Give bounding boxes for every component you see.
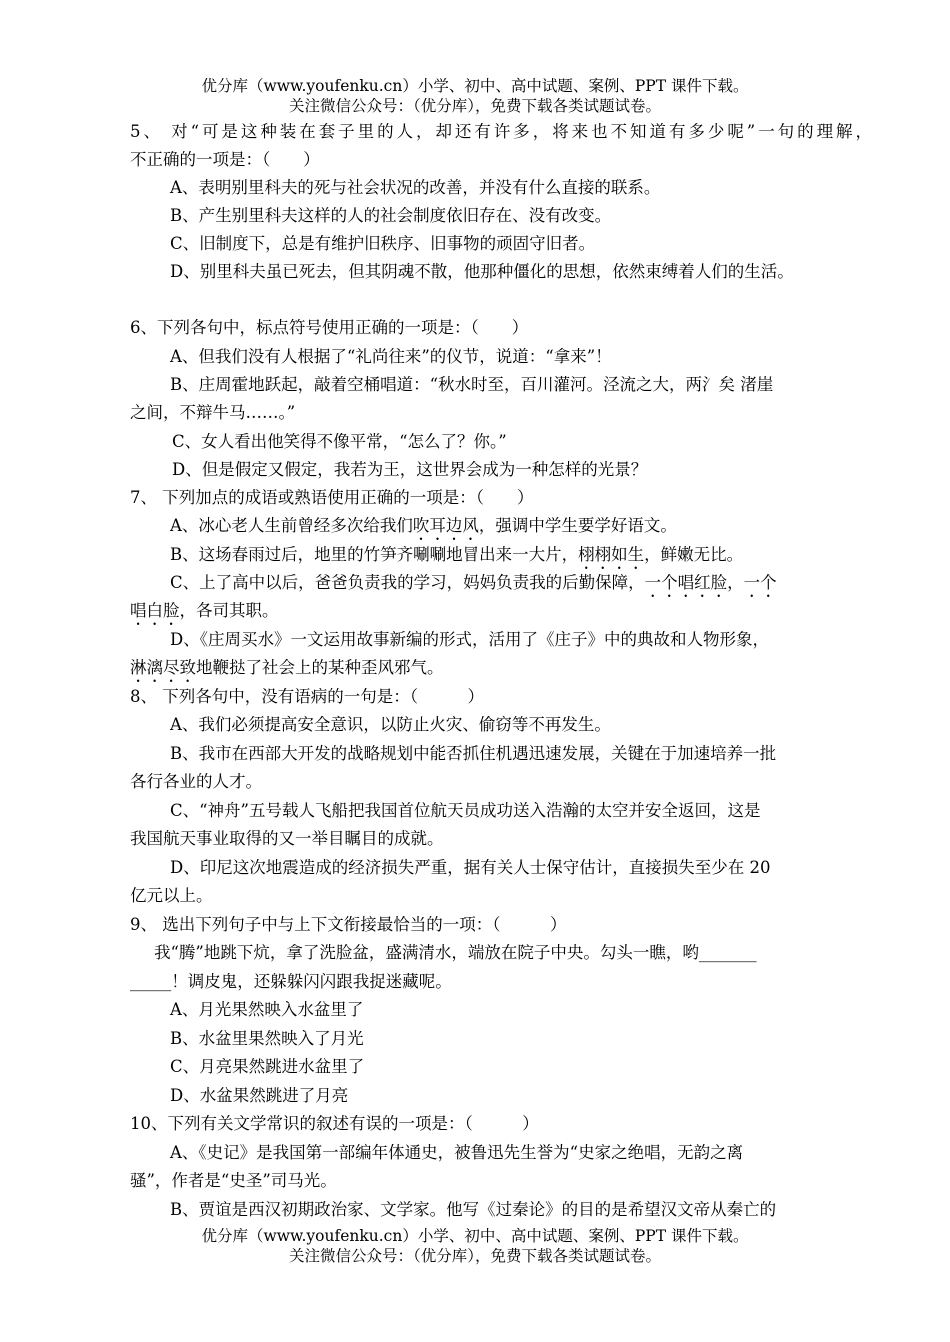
q7-option-d-line-1: D、《庄周买水》一文运用故事新编的形式，活用了《庄子》中的典故和人物形象， xyxy=(170,630,769,649)
q6-option-d: D、但是假定又假定，我若为王，这世界会成为一种怎样的光景？ xyxy=(172,460,648,479)
q5-stem-line-2: 不正确的一项是：（ ） xyxy=(130,150,320,169)
q7-c-text: C、上了高中以后，爸爸负责我的学习，妈妈负责我的后勤保障， xyxy=(170,573,645,592)
q7-option-c-line-2 xyxy=(130,600,279,629)
q6-option-b-line-2: 之间，不辩牛马……。” xyxy=(130,403,296,422)
q10-option-a-line-2: 骚”，作者是“史圣”司马光。 xyxy=(130,1171,337,1190)
q7-c-text-end: ，各司其职。 xyxy=(179,601,279,620)
q7-c-dotted-idiom-end: 唱白脸 xyxy=(130,601,180,620)
q8-option-d-line-2: 亿元以上。 xyxy=(130,886,213,905)
q5-option-a: A、表明别里科夫的死与社会状况的改善，并没有什么直接的联系。 xyxy=(170,178,661,197)
q10-option-a-line-1: A、《史记》是我国第一部编年体通史，被鲁迅先生誉为“史家之绝唱，无韵之离 xyxy=(170,1143,744,1162)
q7-option-c-line-1 xyxy=(170,572,777,601)
q6-option-a: A、但我们没有人根据了“礼尚往来”的仪节，说道：“拿来”！ xyxy=(170,347,612,366)
q7-option-a xyxy=(170,515,677,544)
q8-option-d-line-1: D、印尼这次地震造成的经济损失严重，据有关人士保守估计，直接损失至少在 20 xyxy=(170,858,771,877)
q5-option-c: C、旧制度下，总是有维护旧秩序、旧事物的顽固守旧者。 xyxy=(170,234,596,253)
q8-option-b-line-1: B、我市在西部大开发的战略规划中能否抓住机遇迅速发展，关键在于加速培养一批 xyxy=(170,744,777,763)
q9-option-d: D、水盆果然跳进了月亮 xyxy=(170,1086,349,1105)
q6-stem: 6、下列各句中，标点符号使用正确的一项是：（ ） xyxy=(130,318,529,337)
q7-a-dotted-idiom: 吹耳边风 xyxy=(412,516,479,535)
q9-option-a: A、月光果然映入水盆里了 xyxy=(170,1000,364,1019)
q8-stem: 8、 下列各句中，没有语病的一句是：（ ） xyxy=(130,687,484,706)
q6-option-c: C、女人看出他笑得不像平常，“怎么了？你。” xyxy=(172,432,507,451)
q8-option-b-line-2: 各行各业的人才。 xyxy=(130,772,262,791)
q7-option-b xyxy=(170,544,743,573)
q7-b-text: B、这场春雨过后，地里的竹笋齐唰唰地冒出来一大片， xyxy=(170,545,579,564)
q8-option-a: A、我们必须提高安全意识，以防止火灾、偷窃等不再发生。 xyxy=(170,715,611,734)
q5-stem xyxy=(130,121,872,143)
q6-option-b-line-1: B、庄周霍地跃起，敲着空桶唱道：“秋水时至，百川灌河。泾流之大，两氵矣 渚崖 xyxy=(170,375,774,394)
footer-line-1: 优分库（www.youfenku.cn）小学、初中、高中试题、案例、PPT 课件下载。 xyxy=(201,1227,749,1245)
q8-option-c-line-1: C、“神舟”五号载人飞船把我国首位航天员成功送入浩瀚的太空并安全返回，这是 xyxy=(170,801,761,820)
q5-option-d: D、别里科夫虽已死去，但其阴魂不散，他那种僵化的思想，依然束缚着人们的生活。 xyxy=(170,262,794,281)
q7-d-dotted-idiom: 淋漓尽致 xyxy=(130,658,196,677)
q9-option-c: C、月亮果然跳进水盆里了 xyxy=(170,1057,365,1076)
q10-stem: 10、下列有关文学常识的叙述有误的一项是：（ ） xyxy=(130,1114,539,1133)
q10-option-b-line-1: B、贾谊是西汉初期政治家、文学家。他写《过秦论》的目的是希望汉文帝从秦亡的 xyxy=(170,1200,777,1219)
footer-line-2: 关注微信公众号：（优分库），免费下载各类试题试卷。 xyxy=(288,1247,661,1265)
q7-c-dotted-idiom: 一个唱红脸，一个 xyxy=(644,573,777,592)
header-line-2: 关注微信公众号：（优分库），免费下载各类试题试卷。 xyxy=(288,97,661,115)
q7-stem: 7、 下列加点的成语或熟语使用正确的一项是：（ ） xyxy=(130,488,534,507)
q7-a-text: A、冰心老人生前曾经多次给我们 xyxy=(170,516,413,535)
q9-stem: 9、 选出下列句子中与上下文衔接最恰当的一项：（ ） xyxy=(130,915,567,934)
q8-option-c-line-2: 我国航天事业取得的又一举目瞩目的成就。 xyxy=(130,829,444,848)
q5-option-b: B、产生别里科夫这样的人的社会制度依旧存在、没有改变。 xyxy=(170,206,612,225)
q7-b-text-end: ，鲜嫩无比。 xyxy=(644,545,744,564)
q9-passage-line-1: 我“腾”地跳下炕，拿了洗脸盆，盛满清水，端放在院子中央。勾头一瞧，哟_______ xyxy=(154,943,757,962)
q7-d-text-end: 地鞭挞了社会上的某种歪风邪气。 xyxy=(196,658,444,677)
q7-option-d-line-2 xyxy=(130,657,444,686)
q9-passage-line-2: _____！调皮鬼，还躲躲闪闪跟我捉迷藏呢。 xyxy=(130,972,452,991)
q7-a-text-end: ，强调中学生要学好语文。 xyxy=(478,516,677,535)
header-line-1: 优分库（www.youfenku.cn）小学、初中、高中试题、案例、PPT 课件下载。 xyxy=(201,77,749,95)
q5-stem-line-1: 5、 对“可是这种装在套子里的人，却还有许多，将来也不知道有多少呢”一句的理解， xyxy=(130,122,872,141)
q9-option-b: B、水盆里果然映入了月光 xyxy=(170,1029,364,1048)
q7-b-dotted-idiom: 栩栩如生 xyxy=(578,545,645,564)
